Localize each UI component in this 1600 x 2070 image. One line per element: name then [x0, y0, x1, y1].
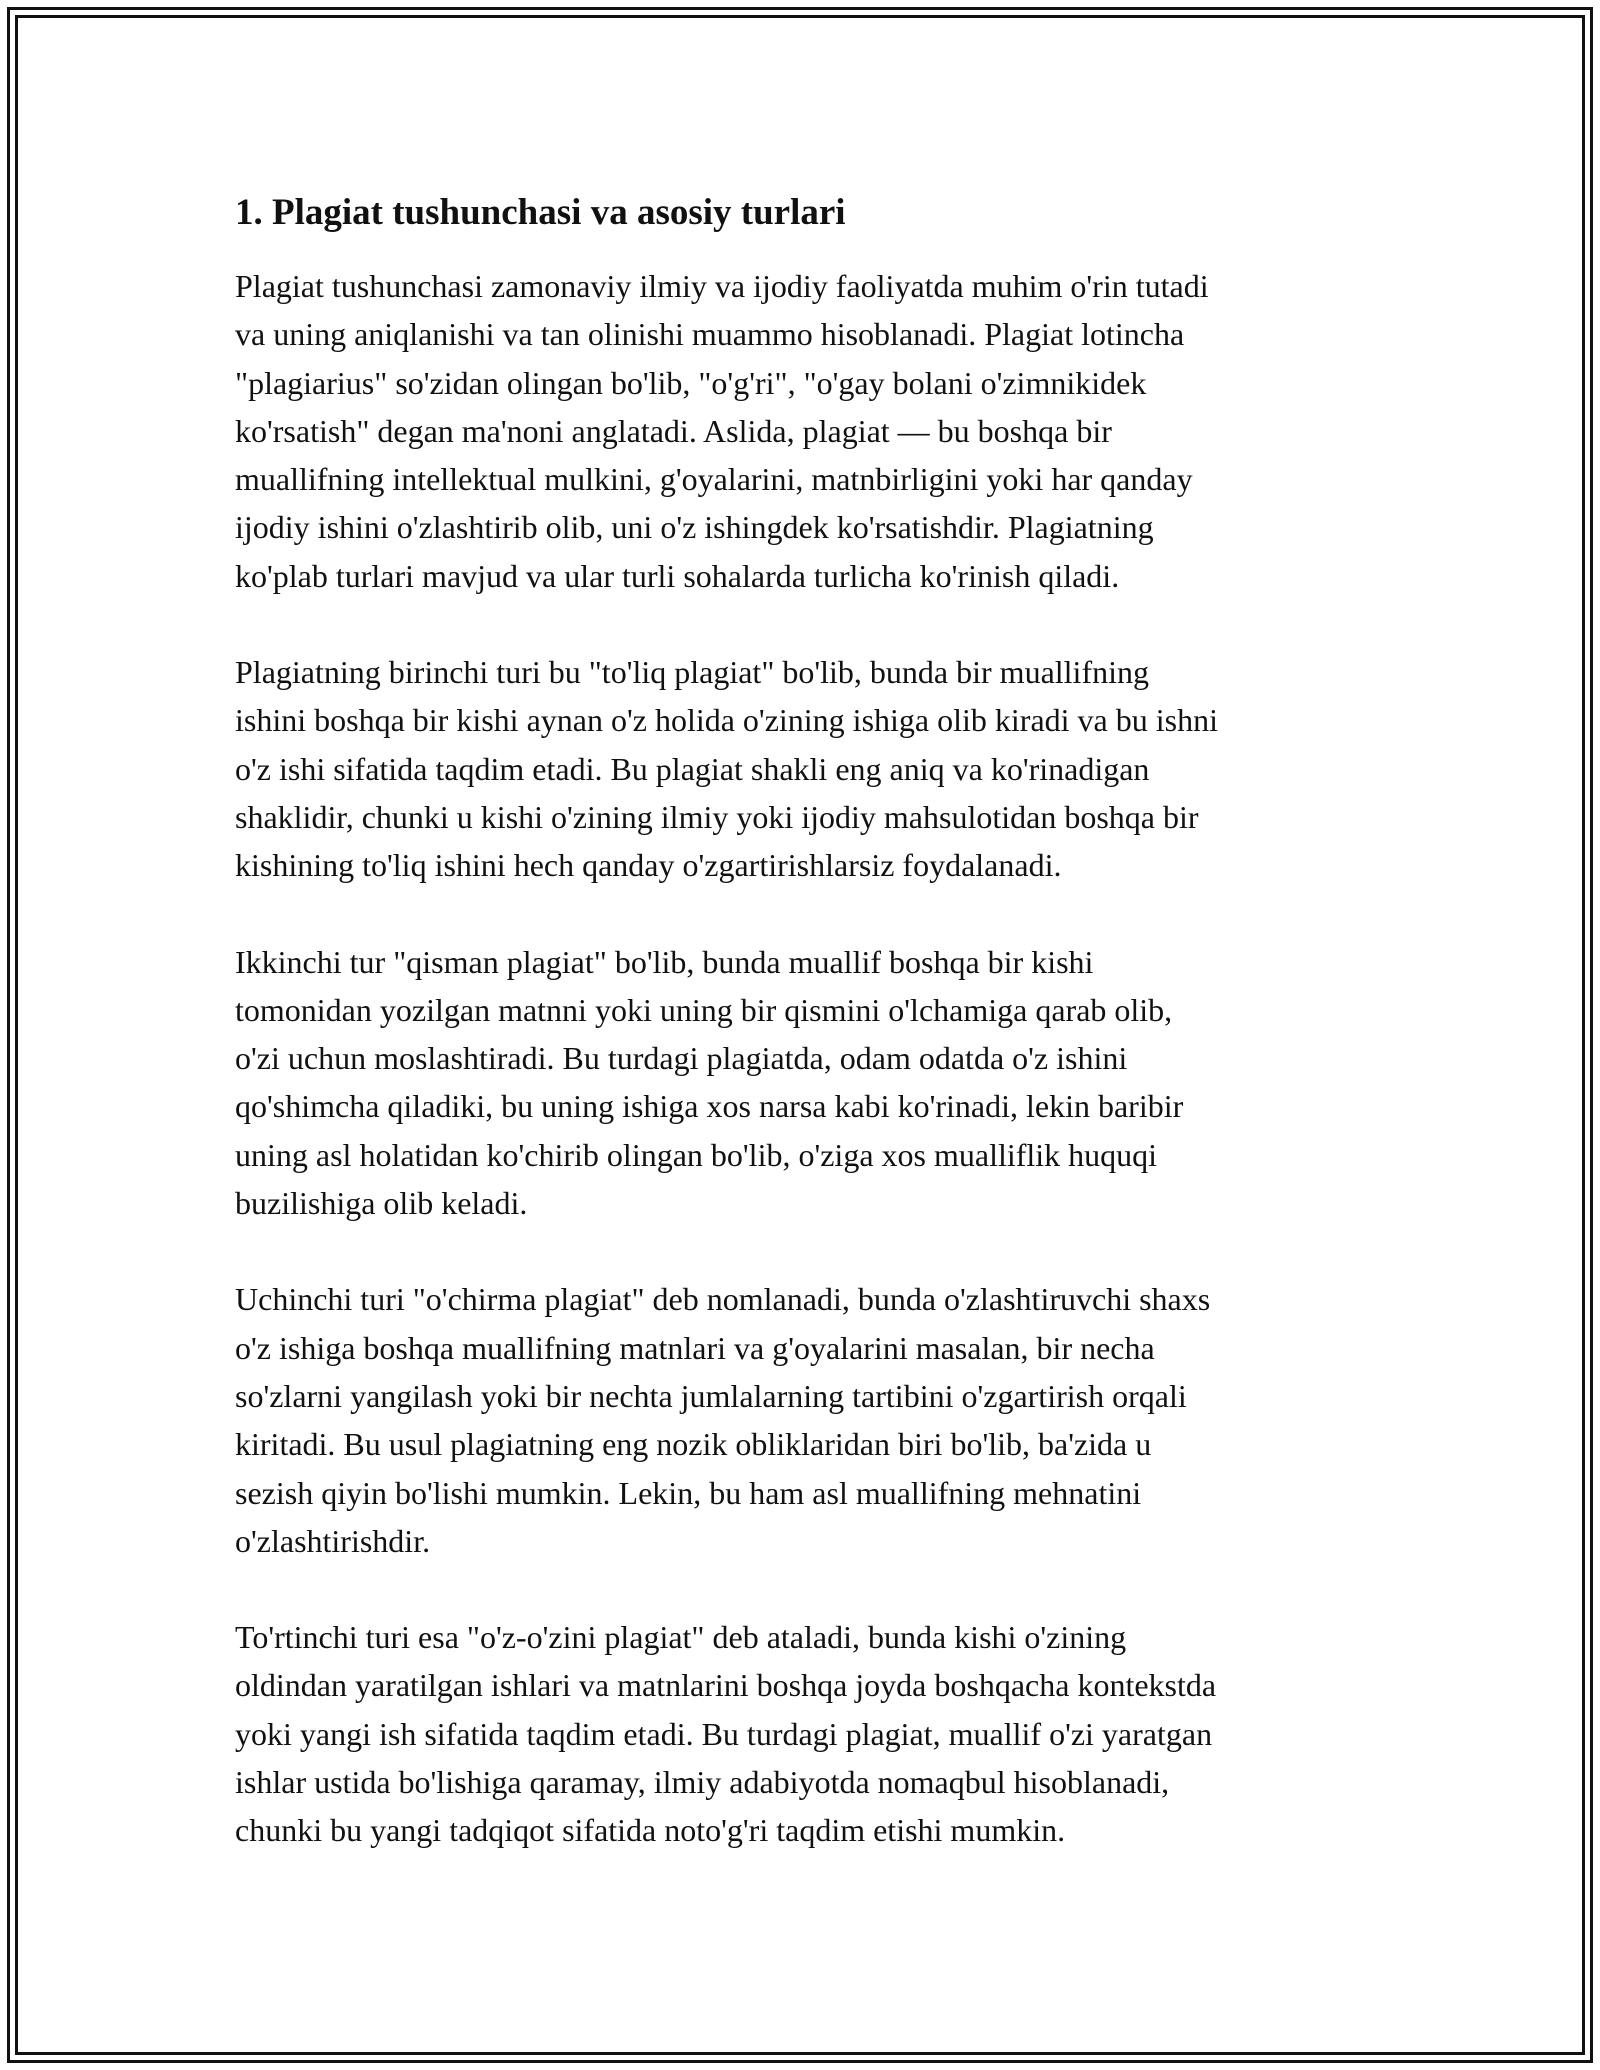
- paragraph-paraphrase-plagiarism: Uchinchi turi "o'chirma plagiat" deb nomlanadi, bunda o'zlashtiruvchi shaxs o'z ishiga boshqa muallifning matnlari va g'oyalarini masalan, bir necha so'zlarni yangilash yoki bir nechta jumlalarning tartibini o'zgartirish orqali kiritadi. Bu usul plagiatning eng nozik obliklaridan biri bo'lib, ba'zida u sezish qiyin bo'lishi mumkin. Lekin, bu ham asl muallifning mehnatini o'zlashtirishdir.: [235, 1281, 1211, 1559]
- section-heading: 1. Plagiat tushunchasi va asosiy turlari: [235, 192, 846, 233]
- document-body: [235, 186, 1375, 1903]
- paragraph-full-plagiarism: Plagiatning birinchi turi bu "to'liq plagiat" bo'lib, bunda bir muallifning ishini boshqa bir kishi aynan o'z holida o'zining ishiga olib kiradi va bu ishni o'z ishi sifatida taqdim etadi. Bu plagiat shakli eng aniq va ko'rinadigan shaklidir, chunki u kishi o'zining ilmiy yoki ijodiy mahsulotidan boshqa bir kishining to'liq ishini hech qanday o'zgartirishlarsiz foydalanadi.: [235, 654, 1218, 884]
- paragraph-self-plagiarism: To'rtinchi turi esa "o'z-o'zini plagiat" deb ataladi, bunda kishi o'zining oldindan yaratilgan ishlari va matnlarini boshqa joyda boshqacha kontekstda yoki yangi ish sifatida taqdim etadi. Bu turdagi plagiat, muallif o'zi yaratgan ishlar ustida bo'lishiga qaramay, ilmiy adabiyotda nomaqbul hisoblanadi, chunki bu yangi tadqiqot sifatida noto'g'ri taqdim etishi mumkin.: [235, 1619, 1217, 1849]
- paragraph-partial-plagiarism: Ikkinchi tur "qisman plagiat" bo'lib, bunda muallif boshqa bir kishi tomonidan yozilgan matnni yoki uning bir qismini o'lchamiga qarab olib, o'zi uchun moslashtiradi. Bu turdagi plagiatda, odam odatda o'z ishini qo'shimcha qiladiki, bu uning ishiga xos narsa kabi ko'rinadi, lekin baribir uning asl holatidan ko'chirib olingan bo'lib, o'ziga xos mualliflik huquqi buzilishiga olib keladi.: [235, 943, 1184, 1222]
- paragraph-intro: Plagiat tushunchasi zamonaviy ilmiy va ijodiy faoliyatda muhim o'rin tutadi va uning aniqlanishi va tan olinishi muammo hisoblanadi. Plagiat lotincha "plagiarius" so'zidan olingan bo'lib, "o'g'ri", "o'gay bolani o'zimnikidek ko'rsatish" degan ma'noni anglatadi. Aslida, plagiat — bu boshqa bir muallifning intellektual mulkini, g'oyalarini, matnbirligini yoki har qanday ijodiy ishini o'zlashtirib olib, uni o'z ishingdek ko'rsatishdir. Plagiatning ko'plab turlari mavjud va ular turli sohalarda turlicha ko'rinish qiladi.: [235, 268, 1209, 594]
